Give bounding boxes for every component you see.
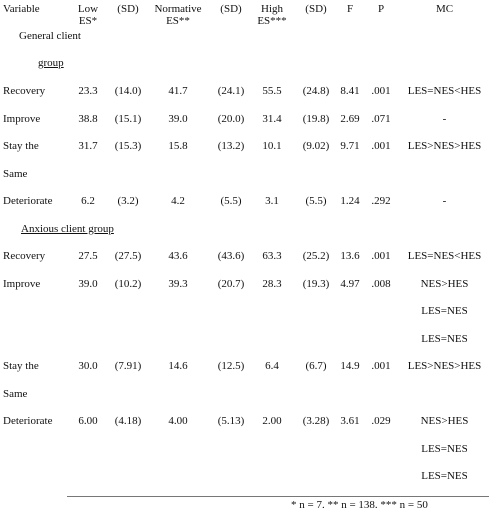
cell-low: 38.8	[78, 112, 98, 125]
cell-low: 6.2	[81, 195, 95, 207]
header-f: F	[346, 3, 354, 15]
cell-f: 4.97	[340, 277, 360, 290]
section-title-general-line2: group	[38, 57, 64, 69]
header-sd-1: (SD)	[117, 3, 139, 15]
header-low-es: Low	[77, 3, 99, 15]
cell-low: 39.0	[78, 277, 98, 290]
cell-mc: LES>NES>HES	[407, 140, 482, 152]
header-sd-3: (SD)	[305, 3, 327, 15]
cell-sd3: (19.3)	[302, 277, 330, 290]
cell-p: .001	[371, 85, 391, 97]
cell-f: 2.69	[340, 112, 360, 125]
cell-sd2: (24.1)	[217, 85, 245, 97]
cell-f: 14.9	[340, 360, 360, 372]
cell-p: .001	[371, 140, 391, 152]
cell-norm: 4.00	[168, 415, 188, 427]
cell-sd1: (10.2)	[114, 277, 142, 290]
cell-high: 28.3	[262, 277, 282, 290]
cell-sd2: (12.5)	[217, 360, 245, 372]
cell-p: .001	[371, 360, 391, 372]
cell-var: Deteriorate	[3, 415, 53, 427]
cell-var: Same	[3, 167, 28, 180]
cell-f: 13.6	[340, 250, 360, 262]
cell-high: 3.1	[265, 195, 279, 207]
cell-low: 6.00	[78, 415, 98, 427]
cell-sd2: (13.2)	[217, 140, 245, 152]
header-mc: MC	[435, 3, 454, 15]
header-normative-es: Normative	[154, 3, 202, 15]
cell-high: 63.3	[262, 250, 282, 262]
cell-mc: -	[442, 195, 447, 207]
header-normative-es-line2: ES**	[166, 15, 190, 27]
cell-f: 1.24	[340, 195, 360, 207]
cell-sd1: (7.91)	[114, 360, 142, 372]
header-high-es-line2: ES***	[257, 15, 287, 27]
cell-sd3: (6.7)	[305, 360, 327, 372]
cell-mc: NES>HES	[420, 415, 469, 427]
cell-high: 10.1	[262, 140, 282, 152]
cell-sd3: (19.8)	[302, 112, 330, 125]
cell-norm: 41.7	[168, 85, 188, 97]
cell-mc: LES=NES<HES	[407, 85, 482, 97]
cell-sd1: (4.18)	[114, 415, 142, 427]
cell-f: 8.41	[340, 85, 360, 97]
cell-mc: LES=NES	[421, 442, 468, 455]
cell-p: .001	[371, 250, 391, 262]
cell-norm: 43.6	[168, 250, 188, 262]
cell-var: Improve	[3, 277, 41, 290]
cell-p: .071	[371, 112, 391, 125]
cell-norm: 15.8	[168, 140, 188, 152]
cell-low: 30.0	[78, 360, 98, 372]
cell-sd1: (14.0)	[114, 85, 142, 97]
cell-var: Stay the	[3, 360, 39, 372]
cell-var: Recovery	[3, 85, 46, 97]
cell-f: 3.61	[340, 415, 360, 427]
cell-var: Recovery	[3, 250, 46, 262]
cell-sd3: (25.2)	[302, 250, 330, 262]
cell-norm: 39.3	[168, 277, 188, 290]
cell-high: 31.4	[262, 112, 282, 125]
cell-high: 2.00	[262, 415, 282, 427]
cell-sd1: (15.3)	[114, 140, 142, 152]
cell-norm: 4.2	[171, 195, 185, 207]
table-bottom-rule	[67, 496, 489, 497]
cell-p: .008	[371, 277, 391, 290]
cell-low: 23.3	[78, 85, 98, 97]
cell-var: Improve	[3, 112, 41, 125]
cell-sd1: (15.1)	[114, 112, 142, 125]
cell-f: 9.71	[340, 140, 360, 152]
header-variable: Variable	[3, 3, 40, 15]
cell-sd3: (9.02)	[302, 140, 330, 152]
cell-sd1: (27.5)	[114, 250, 142, 262]
cell-high: 6.4	[265, 360, 279, 372]
cell-sd3: (24.8)	[302, 85, 330, 97]
cell-mc: LES=NES<HES	[407, 250, 482, 262]
cell-mc: NES>HES	[420, 277, 469, 290]
cell-mc: -	[442, 112, 447, 125]
cell-sd2: (43.6)	[217, 250, 245, 262]
cell-sd3: (5.5)	[305, 195, 327, 207]
section-title-anxious: Anxious client group	[21, 223, 114, 235]
cell-low: 27.5	[78, 250, 98, 262]
cell-mc: LES=NES	[421, 470, 468, 482]
header-sd-2: (SD)	[220, 3, 242, 15]
cell-mc: LES=NES	[421, 332, 468, 345]
cell-p: .029	[371, 415, 391, 427]
section-title-general: General client	[19, 30, 81, 42]
cell-p: .292	[371, 195, 391, 207]
cell-low: 31.7	[78, 140, 98, 152]
cell-var: Deteriorate	[3, 195, 53, 207]
cell-var: Stay the	[3, 140, 39, 152]
cell-mc: LES>NES>HES	[407, 360, 482, 372]
header-low-es-line2: ES*	[78, 15, 98, 27]
cell-sd2: (20.7)	[217, 277, 245, 290]
cell-mc: LES=NES	[421, 305, 468, 317]
cell-norm: 14.6	[168, 360, 188, 372]
cell-sd1: (3.2)	[117, 195, 139, 207]
cell-sd2: (5.5)	[220, 195, 242, 207]
table-footnote: * n = 7. ** n = 138. *** n = 50	[291, 499, 428, 511]
cell-sd3: (3.28)	[302, 415, 330, 427]
cell-var: Same	[3, 387, 28, 400]
cell-norm: 39.0	[168, 112, 188, 125]
header-high-es: High	[261, 3, 283, 15]
cell-high: 55.5	[262, 85, 282, 97]
cell-sd2: (5.13)	[217, 415, 245, 427]
header-p: P	[377, 3, 385, 15]
cell-sd2: (20.0)	[217, 112, 245, 125]
